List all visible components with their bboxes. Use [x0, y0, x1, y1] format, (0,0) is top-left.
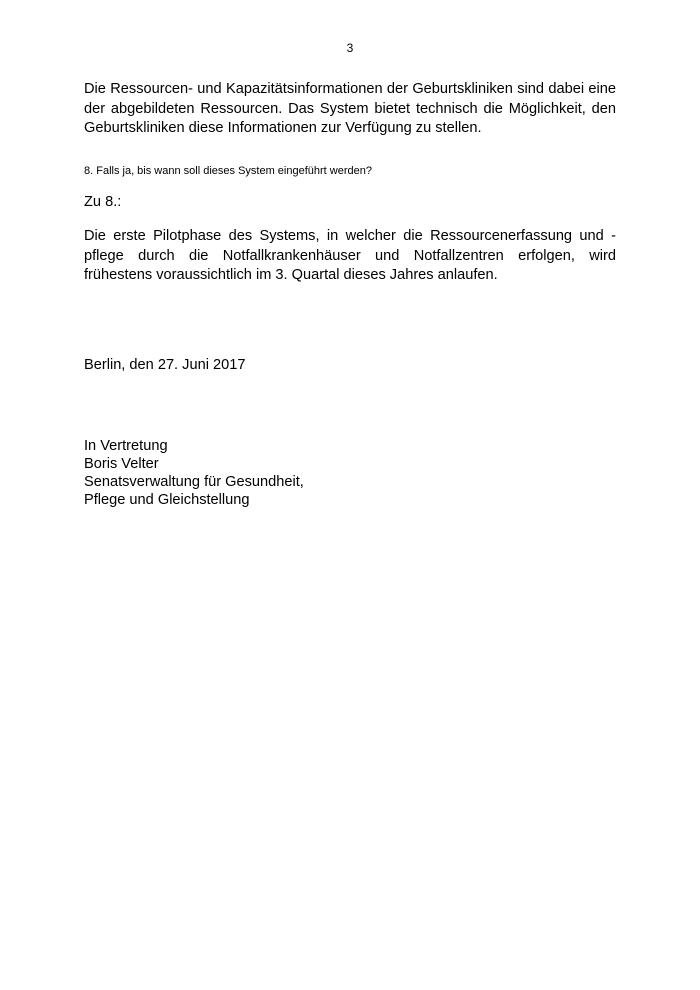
answer-8-text: Die erste Pilotphase des Systems, in welcher die Ressourcenerfassung und -pflege durch die Notfallkrankenhäuser und Notfallzentren erfolgen, wird frühestens voraussichtlich im 3. Quartal dieses Jahres anlaufen.	[84, 228, 616, 283]
answer-8-heading: Zu 8.:	[84, 194, 122, 210]
signature-line-representation: In Vertretung	[84, 438, 168, 454]
date-line: Berlin, den 27. Juni 2017	[84, 357, 246, 373]
page-number: 3	[346, 41, 354, 55]
question-8: 8. Falls ja, bis wann soll dieses System eingeführt werden?	[84, 165, 372, 177]
signature-block	[84, 437, 304, 509]
signature-line-name: Boris Velter	[84, 456, 159, 472]
signature-line-department-cont: Pflege und Gleichstellung	[84, 492, 250, 508]
signature-line-department: Senatsverwaltung für Gesundheit,	[84, 474, 304, 490]
paragraph-resources: Die Ressourcen- und Kapazitätsinformationen der Geburtskliniken sind dabei eine der abgebildeten Ressourcen. Das System bietet technisch die Möglichkeit, den Geburtskliniken diese Informationen zur Verfügung zu stellen.	[84, 81, 616, 136]
